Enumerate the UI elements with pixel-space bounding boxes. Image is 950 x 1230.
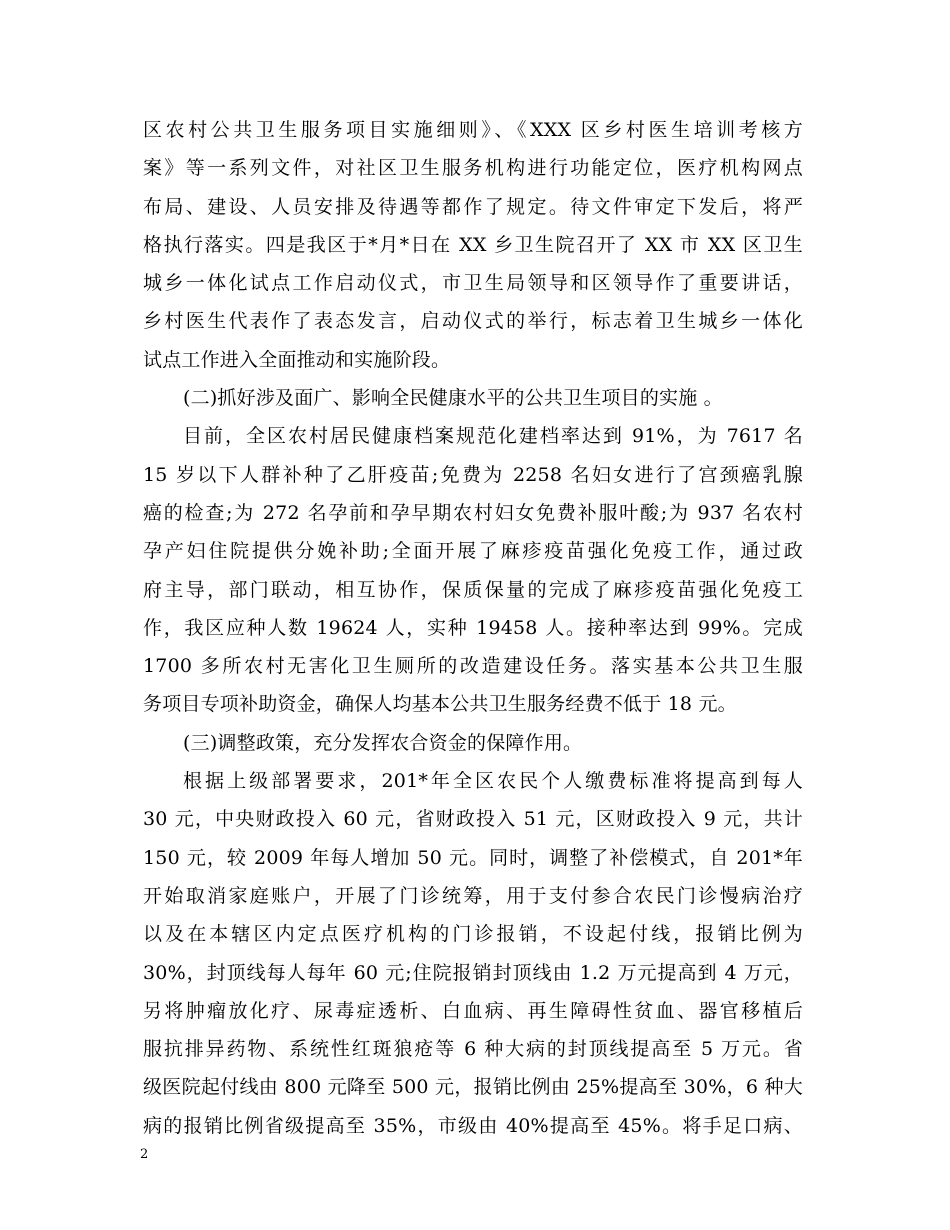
document-body bbox=[143, 111, 803, 1145]
text-line: 试点工作进入全面推动和实施阶段。 bbox=[143, 348, 451, 371]
text-line: 病的报销比例省级提高至 35%，市级由 40%提高至 45%。将手足口病、 bbox=[143, 1114, 803, 1137]
text-line: 另将肿瘤放化疗、尿毒症透析、白血病、再生障碍性贫血、器官移植后 bbox=[143, 999, 803, 1022]
text-line: 服抗排异药物、系统性红斑狼疮等 6 种大病的封顶线提高至 5 万元。省 bbox=[143, 1038, 803, 1061]
text-line: 区农村公共卫生服务项目实施细则》、《XXX 区乡村医生培训考核方 bbox=[143, 119, 803, 141]
text-line: 务项目专项补助资金，确保人均基本公共卫生服务经费不低于 18 元。 bbox=[143, 693, 737, 716]
text-line: 以及在本辖区内定点医疗机构的门诊报销，不设起付线，报销比例为 bbox=[143, 923, 803, 946]
text-line: 布局、建设、人员安排及待遇等都作了规定。待文件审定下发后，将严 bbox=[143, 195, 803, 218]
text-line: 格执行落实。四是我区于*月*日在 XX 乡卫生院召开了 XX 市 XX 区卫生 bbox=[143, 233, 803, 256]
text-line: 30 元，中央财政投入 60 元，省财政投入 51 元，区财政投入 9 元，共计 bbox=[143, 808, 803, 831]
text-line: 150 元，较 2009 年每人增加 50 元。同时，调整了补偿模式，自 201*年 bbox=[143, 846, 803, 869]
text-line: 乡村医生代表作了表态发言，启动仪式的举行，标志着卫生城乡一体化 bbox=[143, 310, 803, 333]
text-line: 根据上级部署要求，201*年全区农民个人缴费标准将提高到每人 bbox=[183, 770, 803, 793]
text-line: 30%，封顶线每人每年 60 元;住院报销封顶线由 1.2 万元提高到 4 万元， bbox=[143, 961, 803, 984]
text-line: 城乡一体化试点工作启动仪式，市卫生局领导和区领导作了重要讲话， bbox=[143, 272, 803, 295]
text-line: 案》等一系列文件，对社区卫生服务机构进行功能定位，医疗机构网点 bbox=[143, 157, 803, 180]
text-line: 府主导，部门联动，相互协作，保质保量的完成了麻疹疫苗强化免疫工 bbox=[143, 578, 803, 601]
text-line: 开始取消家庭账户，开展了门诊统筹，用于支付参合农民门诊慢病治疗 bbox=[143, 884, 803, 907]
page-number: 2 bbox=[140, 1147, 149, 1162]
section-heading: (二)抓好涉及面广、影响全民健康水平的公共卫生项目的实施 。 bbox=[183, 387, 723, 410]
text-line: 15 岁以下人群补种了乙肝疫苗;免费为 2258 名妇女进行了宫颈癌乳腺 bbox=[143, 463, 803, 486]
text-line: 级医院起付线由 800 元降至 500 元，报销比例由 25%提高至 30%，6 种大 bbox=[143, 1076, 803, 1099]
text-line: 孕产妇住院提供分娩补助;全面开展了麻疹疫苗强化免疫工作，通过政 bbox=[143, 540, 803, 563]
text-line: 1700 多所农村无害化卫生厕所的改造建设任务。落实基本公共卫生服 bbox=[143, 655, 803, 678]
text-line: 癌的检查;为 272 名孕前和孕早期农村妇女免费补服叶酸;为 937 名农村 bbox=[143, 501, 803, 524]
text-line: 目前，全区农村居民健康档案规范化建档率达到 91%，为 7617 名 bbox=[183, 425, 803, 448]
text-line: 作，我区应种人数 19624 人，实种 19458 人。接种率达到 99%。完成 bbox=[143, 616, 803, 639]
section-heading: (三)调整政策，充分发挥农合资金的保障作用。 bbox=[183, 731, 583, 754]
